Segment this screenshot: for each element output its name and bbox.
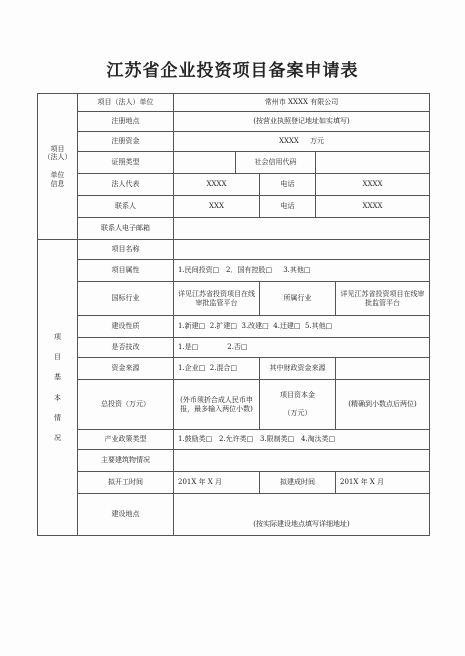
fund-options (174, 358, 260, 380)
cert-value: 社会信用代码 (236, 152, 316, 174)
unit-name-value[interactable]: 常州市 XXXX 有限公司 (174, 94, 430, 112)
contact-value[interactable]: XXX (174, 196, 260, 218)
fund-option-enterprise[interactable]: 1.企业□ (178, 364, 206, 373)
site-label: 建设地点 (78, 494, 174, 536)
phone1-label: 电话 (260, 174, 316, 196)
finish-label: 拟建成时间 (260, 472, 336, 494)
phone1-value[interactable]: XXXX (316, 174, 430, 196)
fund-label: 资金来源 (78, 358, 174, 380)
capital-unit: 万元 (310, 137, 325, 146)
row-unit-name (38, 94, 430, 112)
legal-value[interactable]: XXXX (174, 174, 260, 196)
nature-option-relocate[interactable]: 4.迁建□ (273, 322, 301, 331)
site-value[interactable]: (按实际建设地点填写详细地址) (174, 494, 430, 536)
fund-option-mixed[interactable]: 2.混合□ (209, 364, 238, 373)
page-title: 江苏省企业投资项目备案申请表 (106, 61, 359, 81)
sector-value[interactable]: 详见江苏省投资项目在线审批监管平台 (336, 282, 430, 316)
nature-label: 建设性质 (78, 316, 174, 338)
row-email (38, 218, 430, 240)
row-cert (38, 152, 430, 174)
fiscal-value[interactable] (336, 358, 430, 380)
policy-option-restricted[interactable]: 3.限制类□ (259, 435, 295, 444)
row-industry (38, 282, 430, 316)
attr-options (174, 260, 430, 282)
attr-label: 项目属性 (78, 260, 174, 282)
row-contact (38, 196, 430, 218)
finish-value[interactable]: 201X 年 X 月 (336, 472, 430, 494)
phone2-label: 电话 (260, 196, 316, 218)
row-site (38, 494, 430, 536)
address-value[interactable]: (按营业执照登记地址如实填写) (174, 112, 430, 132)
application-form-table (37, 93, 430, 536)
project-capital-unit: （万元） (283, 408, 312, 417)
unit-group-label: 项目 （法人） 单位 信息 (38, 94, 78, 240)
project-name-value[interactable] (174, 240, 430, 260)
project-capital-label: 项目资本金 (280, 391, 315, 400)
legal-label: 法人代表 (78, 174, 174, 196)
capital-label: 注册资金 (78, 132, 174, 152)
row-fund (38, 358, 430, 380)
capital-value: XXXX (278, 137, 299, 146)
policy-option-encouraged[interactable]: 1.鼓励类□ (178, 435, 213, 444)
tech-options (174, 338, 430, 358)
industry-label: 国标行业 (78, 282, 174, 316)
project-group-label: 项 目 基 本 情 况 (38, 240, 78, 536)
email-label: 联系人电子邮箱 (78, 218, 174, 240)
capital-value-cell[interactable] (174, 132, 430, 152)
buildings-label: 主要建筑物情况 (78, 450, 174, 472)
tech-label: 是否技改 (78, 338, 174, 358)
row-nature (38, 316, 430, 338)
row-tech (38, 338, 430, 358)
row-attr (38, 260, 430, 282)
cert-label: 证照类型 (78, 152, 174, 174)
contact-label: 联系人 (78, 196, 174, 218)
phone2-value[interactable]: XXXX (316, 196, 430, 218)
email-value[interactable] (174, 218, 430, 240)
tech-option-no[interactable]: 2.否□ (227, 343, 248, 352)
sector-label: 所属行业 (260, 282, 336, 316)
row-policy (38, 430, 430, 450)
policy-option-eliminated[interactable]: 4.淘汰类□ (300, 435, 336, 444)
nature-option-new[interactable]: 1.新建□ (178, 322, 206, 331)
policy-option-allowed[interactable]: 2.允许类□ (218, 435, 254, 444)
address-label: 注册地点 (78, 112, 174, 132)
row-schedule (38, 472, 430, 494)
row-legal (38, 174, 430, 196)
nature-option-rebuild[interactable]: 3.改建□ (241, 322, 269, 331)
project-name-label: 项目名称 (78, 240, 174, 260)
row-capital (38, 132, 430, 152)
start-label: 拟开工时间 (78, 472, 174, 494)
attr-option-state[interactable]: 2．国有控股□ (225, 266, 273, 275)
project-capital-value[interactable]: (精确到小数点后两位) (336, 380, 430, 430)
row-address (38, 112, 430, 132)
nature-option-other[interactable]: 5.其他□ (305, 322, 333, 331)
start-value[interactable]: 201X 年 X 月 (174, 472, 260, 494)
unit-name-label: 项目（法人）单位 (78, 94, 174, 112)
industry-value[interactable]: 详见江苏省投资项目在线审批监管平台 (174, 282, 260, 316)
row-investment (38, 380, 430, 430)
total-investment-value[interactable]: (外币须折合成人民币申报，最多输入两位小数) (174, 380, 260, 430)
row-project-name (38, 240, 430, 260)
policy-label: 产业政策类型 (78, 430, 174, 450)
row-buildings (38, 450, 430, 472)
attr-option-private[interactable]: 1.民间投资□ (178, 266, 220, 275)
fiscal-label: 其中财政资金来源 (260, 358, 336, 380)
policy-options (174, 430, 430, 450)
tech-option-yes[interactable]: 1.是□ (178, 343, 199, 352)
nature-options (174, 316, 430, 338)
cert-number[interactable] (316, 152, 430, 174)
project-capital-label-cell (260, 380, 336, 430)
cert-blank[interactable] (174, 152, 236, 174)
buildings-value[interactable] (174, 450, 430, 472)
total-investment-label: 总投资（万元） (78, 380, 174, 430)
nature-option-expand[interactable]: 2.扩建□ (209, 322, 238, 331)
attr-option-other[interactable]: 3.其他□ (283, 266, 311, 275)
